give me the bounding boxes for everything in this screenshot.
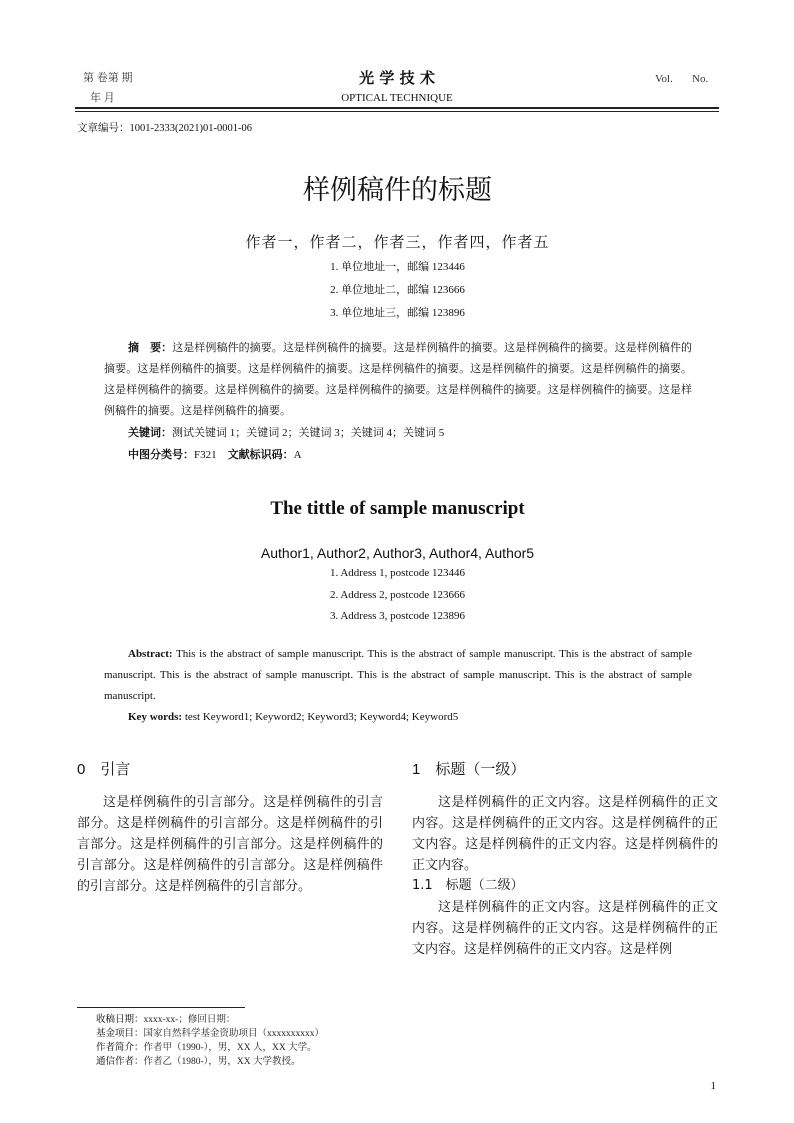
- volume-label: Vol.: [655, 73, 673, 85]
- journal-name-en: OPTICAL TECHNIQUE: [341, 92, 453, 104]
- section-1-heading: 1 标题（一级）: [412, 760, 526, 778]
- address-en-1: 1. Address 1, postcode 123446: [329, 567, 466, 579]
- section-1-body: 这是样例稿件的正文内容。这是样例稿件的正文内容。这是样例稿件的正文内容。这是样例稿件的正文内容。这是样例稿件的正文内容。这是样例稿件的正文内容。: [412, 793, 718, 872]
- authors-cn: 作者一，作者二，作者三，作者四，作者五: [245, 235, 550, 251]
- article-number: 文章编号：1001-2333(2021)01-0001-06: [77, 123, 252, 134]
- issue-info: 第 卷第 期: [83, 72, 133, 84]
- abstract-en-label: Abstract:: [128, 647, 173, 660]
- address-cn-1: 1. 单位地址一，邮编 123446: [330, 261, 465, 273]
- number-label: No.: [692, 73, 709, 85]
- section-0-heading: 0 引言: [77, 760, 131, 778]
- address-en-2: 2. Address 2, postcode 123666: [329, 588, 466, 601]
- footnote-rule: [77, 1007, 245, 1008]
- footnotes: [77, 1013, 718, 1069]
- footnote-funding: 基金项目：国家自然科学基金资助项目（xxxxxxxxxx）: [96, 1028, 325, 1039]
- address-cn-2: 2. 单位地址二，邮编 123666: [330, 284, 465, 296]
- address-cn-3: 3. 单位地址三，邮编 123896: [330, 307, 465, 319]
- footnote-corresponding: 通信作者：作者乙（1980-），男，XX 大学教授。: [96, 1056, 301, 1067]
- header-rule: [75, 107, 719, 112]
- title-cn: 样例稿件的标题: [303, 175, 492, 206]
- body-columns: [77, 760, 718, 959]
- section-1-1-heading: 1.1 标题（二级）: [412, 877, 524, 893]
- title-en: The tittle of sample manuscript: [270, 498, 525, 519]
- classification: 中图分类号：F321 文献标识码：A: [128, 448, 302, 461]
- date-info: 年 月: [90, 92, 115, 104]
- journal-name-cn: 光 学 技 术: [359, 69, 435, 87]
- abstract-cn: [77, 338, 718, 422]
- section-1-1-body: 这是样例稿件的正文内容。这是样例稿件的正文内容。这是样例稿件的正文内容。这是样例稿件的正文内容。这是样例稿件的正文内容。这是样例: [412, 898, 718, 956]
- keywords-en: Key words: test Keyword1; Keyword2; Keyword3; Keyword4; Keyword5: [128, 710, 459, 723]
- section-0-body: 这是样例稿件的引言部分。这是样例稿件的引言部分。这是样例稿件的引言部分。这是样例稿件的引言部分。这是样例稿件的引言部分。这是样例稿件的引言部分。这是样例稿件的引言部分。这是样例稿件的引言部分。这是样例稿件的引言部分。: [77, 793, 383, 893]
- footnote-author-bio: 作者简介：作者甲（1990-），男，XX 人，XX 大学。: [96, 1042, 317, 1053]
- authors-en: Author1, Author2, Author3, Author4, Author5: [260, 545, 535, 561]
- abstract-cn-text: 这是样例稿件的摘要。这是样例稿件的摘要。这是样例稿件的摘要。这是样例稿件的摘要。这是样例稿件的摘要。这是样例稿件的摘要。这是样例稿件的摘要。这是样例稿件的摘要。这是样例稿件的摘要。这是样例稿件的摘要。这是样例稿件的摘要。这是样例稿件的摘要。这是样例稿件的摘要。这是样例稿件的摘要。这是样例稿件的摘要。这是样例稿件的摘要。这是样例稿件的摘要。: [104, 342, 693, 417]
- abstract-en: [77, 644, 718, 707]
- running-header: [75, 0, 719, 118]
- abstract-en-text: This is the abstract of sample manuscript. This is the abstract of sample manuscript. This is the abstract of sample manuscript. This is the abstract of sample manuscript. This is the abstract of sample manuscript. This is the abstract of sample manuscript.: [104, 647, 692, 702]
- footnote-area: [77, 987, 718, 1093]
- section-1: [412, 760, 718, 959]
- address-en-3: 3. Address 3, postcode 123896: [329, 610, 466, 622]
- page-number: 1: [710, 1080, 716, 1092]
- footnote-received: 收稿日期：xxxx-xx-；修回日期：: [96, 1014, 236, 1025]
- section-0: [77, 760, 383, 959]
- abstract-cn-label: 摘 要：: [128, 342, 173, 354]
- keywords-cn: 关键词：测试关键词 1；关键词 2；关键词 3；关键词 4；关键词 5: [128, 426, 445, 439]
